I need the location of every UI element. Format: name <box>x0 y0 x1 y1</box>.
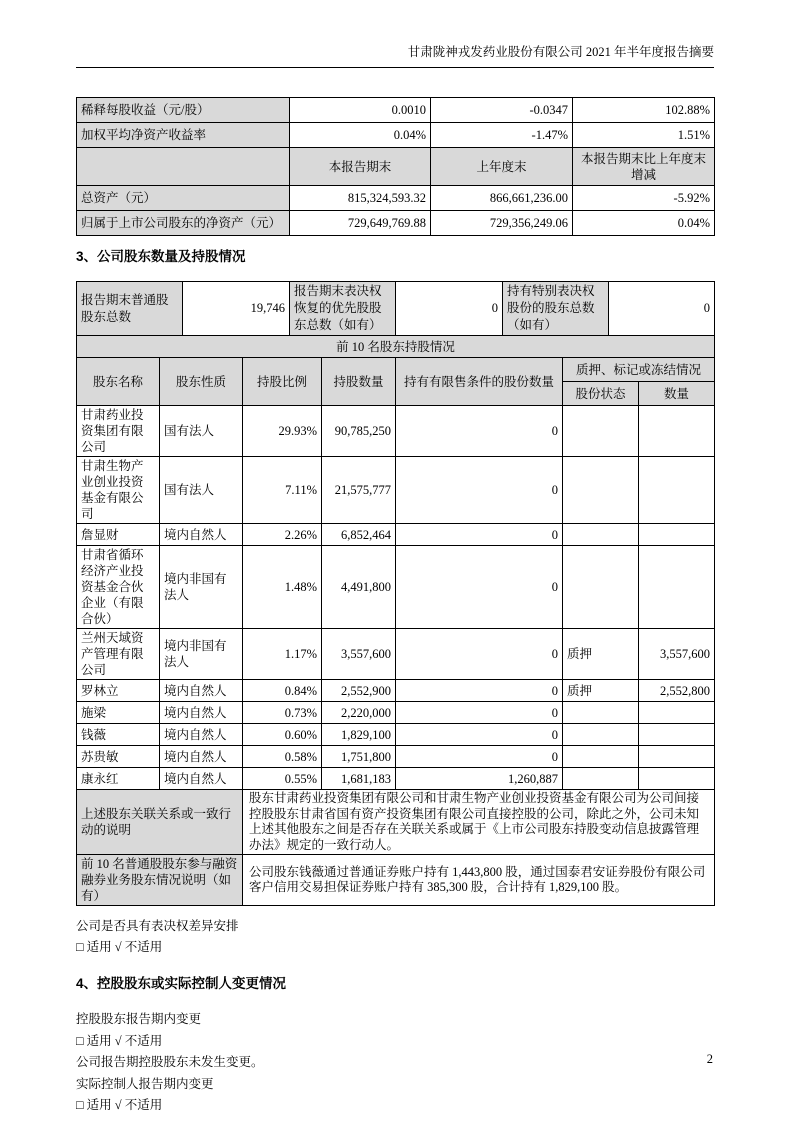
shareholder-nature-cell: 境内自然人 <box>160 746 243 768</box>
actual-controller-change-choice: □ 适用 √ 不适用 <box>76 1098 163 1112</box>
actual-controller-change-label: 实际控制人报告期内变更 <box>76 1076 214 1091</box>
shareholder-restricted-cell: 0 <box>396 524 563 546</box>
page-number: 2 <box>706 1052 713 1066</box>
shareholder-pledge-status-cell: 质押 <box>563 629 639 680</box>
preferred-shareholders-value: 0 <box>396 282 503 336</box>
col-header-change: 本报告期末比上年度末增减 <box>573 148 715 186</box>
shareholder-nature-cell: 境内非国有法人 <box>160 546 243 629</box>
shareholder-pledge-status-cell <box>563 406 639 457</box>
shareholder-pledge-amount-cell <box>639 406 715 457</box>
shareholder-row <box>77 724 715 746</box>
shareholder-pledge-amount-cell: 3,557,600 <box>639 629 715 680</box>
shareholder-nature-cell: 境内自然人 <box>160 702 243 724</box>
shareholder-pledge-status-cell: 质押 <box>563 680 639 702</box>
shareholder-pledge-amount-cell <box>639 746 715 768</box>
eps-change-cell: 102.88% <box>573 98 715 123</box>
table-header-row <box>77 358 715 382</box>
shareholder-shares-cell: 1,681,183 <box>322 768 396 790</box>
related-note-label: 上述股东关联关系或一致行动的说明 <box>77 790 243 855</box>
shareholder-ratio-cell: 0.55% <box>243 768 322 790</box>
shareholder-row <box>77 629 715 680</box>
shareholder-ratio-cell: 0.84% <box>243 680 322 702</box>
controlling-change-choice: □ 适用 √ 不适用 <box>76 1033 163 1048</box>
shareholder-ratio-cell: 1.48% <box>243 546 322 629</box>
shareholder-row <box>77 702 715 724</box>
roe-prior-cell: -1.47% <box>431 123 573 148</box>
shareholder-nature-cell: 境内非国有法人 <box>160 629 243 680</box>
shareholder-restricted-cell: 0 <box>396 457 563 524</box>
shareholder-shares-cell: 6,852,464 <box>322 524 396 546</box>
eps-label-cell: 稀释每股收益（元/股） <box>77 98 290 123</box>
col-header-name: 股东名称 <box>77 358 160 406</box>
shareholder-restricted-cell: 0 <box>396 702 563 724</box>
shareholder-restricted-cell: 1,260,887 <box>396 768 563 790</box>
special-voting-label: 持有特别表决权股份的股东总数（如有） <box>503 282 609 336</box>
shareholder-row <box>77 524 715 546</box>
shareholder-ratio-cell: 0.60% <box>243 724 322 746</box>
table-row <box>77 98 715 123</box>
common-shareholders-value: 19,746 <box>183 282 290 336</box>
shareholder-shares-cell: 2,552,900 <box>322 680 396 702</box>
shareholder-name-cell: 詹显财 <box>77 524 160 546</box>
top10-banner: 前 10 名股东持股情况 <box>77 336 715 358</box>
shareholder-pledge-status-cell <box>563 768 639 790</box>
shareholder-ratio-cell: 7.11% <box>243 457 322 524</box>
shareholder-nature-cell: 国有法人 <box>160 457 243 524</box>
voting-diff-label: 公司是否具有表决权差异安排 <box>76 919 239 933</box>
shareholder-ratio-cell: 1.17% <box>243 629 322 680</box>
shareholder-pledge-amount-cell <box>639 457 715 524</box>
common-shareholders-label: 报告期末普通股股东总数 <box>77 282 183 336</box>
margin-note-text: 公司股东钱薇通过普通证券账户持有 1,443,800 股，通过国泰君安证券股份有限公司客户信用交易担保证券账户持有 385,300 股，合计持有 1,829,100 股。 <box>243 855 715 906</box>
shareholder-pledge-amount-cell: 2,552,800 <box>639 680 715 702</box>
assets-label-cell: 总资产（元） <box>77 186 290 211</box>
section4-body <box>76 1009 714 1117</box>
related-note-row <box>77 790 715 855</box>
equity-change-cell: 0.04% <box>573 211 715 236</box>
shareholder-nature-cell: 国有法人 <box>160 406 243 457</box>
eps-prior-cell: -0.0347 <box>431 98 573 123</box>
shareholder-row <box>77 546 715 629</box>
col-header-prior: 上年度末 <box>431 148 573 186</box>
eps-current-cell: 0.0010 <box>290 98 431 123</box>
summary-table <box>76 97 715 236</box>
equity-prior-cell: 729,356,249.06 <box>431 211 573 236</box>
col-header-pledge-group: 质押、标记或冻结情况 <box>563 358 715 382</box>
special-voting-value: 0 <box>609 282 715 336</box>
shareholder-pledge-status-cell <box>563 746 639 768</box>
shareholder-name-cell: 甘肃省循环经济产业投资基金合伙企业（有限合伙） <box>77 546 160 629</box>
equity-current-cell: 729,649,769.88 <box>290 211 431 236</box>
roe-current-cell: 0.04% <box>290 123 431 148</box>
shareholder-shares-cell: 21,575,777 <box>322 457 396 524</box>
shareholder-name-cell: 康永红 <box>77 768 160 790</box>
shareholder-restricted-cell: 0 <box>396 724 563 746</box>
shareholder-ratio-cell: 0.58% <box>243 746 322 768</box>
table-row <box>77 123 715 148</box>
roe-label-cell: 加权平均净资产收益率 <box>77 123 290 148</box>
shareholder-nature-cell: 境内自然人 <box>160 680 243 702</box>
shareholder-pledge-amount-cell <box>639 724 715 746</box>
shareholder-row <box>77 746 715 768</box>
shareholder-ratio-cell: 0.73% <box>243 702 322 724</box>
shareholder-shares-cell: 2,220,000 <box>322 702 396 724</box>
col-header-ratio: 持股比例 <box>243 358 322 406</box>
shareholder-pledge-amount-cell <box>639 702 715 724</box>
col-header-restricted: 持有有限售条件的股份数量 <box>396 358 563 406</box>
table-row <box>77 186 715 211</box>
col-header-shares: 持股数量 <box>322 358 396 406</box>
table-row <box>77 211 715 236</box>
shareholder-ratio-cell: 29.93% <box>243 406 322 457</box>
empty-corner-cell <box>77 148 290 186</box>
section4-heading: 4、控股股东或实际控制人变更情况 <box>76 976 287 991</box>
shareholder-ratio-cell: 2.26% <box>243 524 322 546</box>
shareholder-pledge-status-cell <box>563 724 639 746</box>
shareholder-row <box>77 406 715 457</box>
shareholder-pledge-amount-cell <box>639 524 715 546</box>
shareholder-nature-cell: 境内自然人 <box>160 768 243 790</box>
controlling-change-label: 控股股东报告期内变更 <box>76 1012 202 1026</box>
shareholder-pledge-status-cell <box>563 546 639 629</box>
table-row <box>77 282 715 336</box>
top10-shareholders-table <box>76 335 715 906</box>
shareholder-pledge-amount-cell <box>639 546 715 629</box>
shareholder-name-cell: 兰州天域资产管理有限公司 <box>77 629 160 680</box>
shareholder-row <box>77 768 715 790</box>
shareholder-shares-cell: 3,557,600 <box>322 629 396 680</box>
col-header-pledge-status: 股份状态 <box>563 382 639 406</box>
shareholder-counts-table <box>76 281 715 336</box>
preferred-shareholders-label: 报告期末表决权恢复的优先股股东总数（如有） <box>290 282 396 336</box>
shareholder-name-cell: 罗林立 <box>77 680 160 702</box>
shareholder-restricted-cell: 0 <box>396 406 563 457</box>
table-header-row <box>77 148 715 186</box>
col-header-current: 本报告期末 <box>290 148 431 186</box>
col-header-pledge-amount: 数量 <box>639 382 715 406</box>
shareholder-pledge-status-cell <box>563 457 639 524</box>
shareholder-pledge-amount-cell <box>639 768 715 790</box>
shareholder-nature-cell: 境内自然人 <box>160 724 243 746</box>
shareholder-restricted-cell: 0 <box>396 546 563 629</box>
shareholder-shares-cell: 1,751,800 <box>322 746 396 768</box>
shareholder-pledge-status-cell <box>563 524 639 546</box>
col-header-nature: 股东性质 <box>160 358 243 406</box>
shareholder-name-cell: 施梁 <box>77 702 160 724</box>
report-header-title: 甘肃陇神戎发药业股份有限公司 2021 年半年度报告摘要 <box>76 0 714 68</box>
shareholder-restricted-cell: 0 <box>396 746 563 768</box>
controlling-change-note: 公司报告期控股股东未发生变更。 <box>76 1055 264 1069</box>
shareholder-restricted-cell: 0 <box>396 680 563 702</box>
assets-current-cell: 815,324,593.32 <box>290 186 431 211</box>
roe-change-cell: 1.51% <box>573 123 715 148</box>
shareholder-pledge-status-cell <box>563 702 639 724</box>
related-note-text: 股东甘肃药业投资集团有限公司和甘肃生物产业创业投资基金有限公司为公司间接控股股东甘肃省国有资产投资集团有限公司直接控股的公司，除此之外，公司未知上述其他股东之间是否存在关联关系或属于《上市公司股东持股变动信息披露管理办法》规定的一致行动人。 <box>243 790 715 855</box>
shareholder-name-cell: 钱薇 <box>77 724 160 746</box>
voting-diff-choice: □ 适用 √ 不适用 <box>76 940 163 954</box>
equity-label-cell: 归属于上市公司股东的净资产（元） <box>77 211 290 236</box>
table-banner-row <box>77 336 715 358</box>
shareholder-name-cell: 甘肃生物产业创业投资基金有限公司 <box>77 457 160 524</box>
shareholder-nature-cell: 境内自然人 <box>160 524 243 546</box>
assets-change-cell: -5.92% <box>573 186 715 211</box>
shareholder-row <box>77 457 715 524</box>
shareholder-restricted-cell: 0 <box>396 629 563 680</box>
shareholder-shares-cell: 90,785,250 <box>322 406 396 457</box>
assets-prior-cell: 866,661,236.00 <box>431 186 573 211</box>
margin-note-row <box>77 855 715 906</box>
shareholder-row <box>77 680 715 702</box>
shareholder-shares-cell: 1,829,100 <box>322 724 396 746</box>
shareholder-shares-cell: 4,491,800 <box>322 546 396 629</box>
margin-note-label: 前 10 名普通股股东参与融资融券业务股东情况说明（如有） <box>77 855 243 906</box>
shareholder-name-cell: 苏贵敏 <box>77 746 160 768</box>
section3-heading: 3、公司股东数量及持股情况 <box>76 249 246 264</box>
shareholder-name-cell: 甘肃药业投资集团有限公司 <box>77 406 160 457</box>
